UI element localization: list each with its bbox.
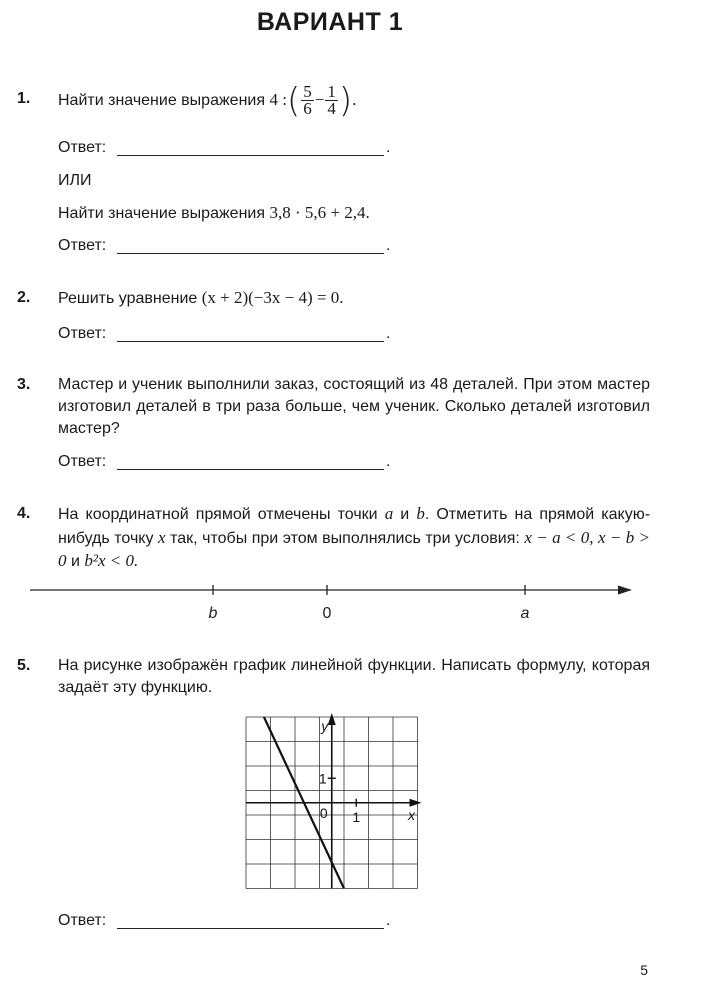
y-unit-label: 1 xyxy=(318,770,327,787)
task-1-alt-expr: 3,8 · 5,6 + 2,4. xyxy=(269,203,370,222)
fraction-denominator: 6 xyxy=(303,99,312,119)
right-paren: ) xyxy=(338,80,353,121)
task-1-number: 1. xyxy=(17,90,31,107)
task-1-statement xyxy=(58,80,356,121)
task-2-expr: (x + 2)(−3x − 4) = 0. xyxy=(201,288,344,307)
answer-dot: . xyxy=(386,325,391,342)
var-b: b xyxy=(416,504,425,523)
answer-line[interactable] xyxy=(117,928,384,929)
condition-3: b²x < 0. xyxy=(84,551,139,570)
answer-dot: . xyxy=(386,912,391,929)
task-4-text-c: так, чтобы при этом выполнялись три условия: xyxy=(170,529,520,547)
number-line[interactable] xyxy=(28,578,638,626)
x-unit-label: 1 xyxy=(352,808,361,825)
x-axis-label: x xyxy=(408,806,415,823)
fraction-numerator: 5 xyxy=(303,82,312,102)
answer-dot: . xyxy=(386,453,391,470)
task-2-number: 2. xyxy=(17,289,31,306)
answer-dot: . xyxy=(386,237,391,254)
fraction-numerator: 1 xyxy=(327,82,336,102)
task-3-number: 3. xyxy=(17,376,31,393)
number-line-arrow-icon xyxy=(618,586,632,595)
task-1-expr-lead: 4 : xyxy=(269,90,287,109)
task-5-text: На рисунке изображён график линейной функции. Написать формулу, которая задаёт эту функцию. xyxy=(58,657,650,696)
task-3-text: Мастер и ученик выполнили заказ, состоящий из 48 деталей. При этом мастер изготовил деталей в три раза больше, чем ученик. Сколько деталей изготовил мастер? xyxy=(58,376,650,437)
task-1-alt-statement xyxy=(58,202,370,225)
origin-label: 0 xyxy=(319,804,328,821)
task-1-or: ИЛИ xyxy=(58,172,92,189)
var-a: a xyxy=(384,504,394,523)
answer-dot: . xyxy=(386,139,391,156)
page-number: 5 xyxy=(640,962,648,978)
answer-line[interactable] xyxy=(117,155,384,156)
y-axis-label: y xyxy=(321,718,329,734)
y-axis-arrow-icon xyxy=(328,713,336,725)
linear-function-graph xyxy=(236,709,422,901)
condition-2: x − b > 0 xyxy=(58,527,651,570)
task-2-text: Решить уравнение xyxy=(58,290,198,307)
tick-label-a: a xyxy=(520,605,530,622)
task-1-alt-text: Найти значение выражения xyxy=(58,205,266,222)
task-4-and: и xyxy=(400,506,410,523)
answer-label: Ответ: xyxy=(58,912,107,929)
task-4-text-a: На координатной прямой отмечены точки xyxy=(58,506,378,523)
tick-label-0: 0 xyxy=(322,605,332,622)
answer-label: Ответ: xyxy=(58,325,107,342)
fraction-1-4 xyxy=(325,84,338,117)
answer-line[interactable] xyxy=(117,253,384,254)
task-4-number: 4. xyxy=(17,505,31,522)
condition-1: x − a < 0, xyxy=(524,527,594,547)
answer-label: Ответ: xyxy=(58,453,107,470)
task-4-and-2: и xyxy=(70,553,80,570)
task-4-statement xyxy=(58,503,650,574)
minus-sign: − xyxy=(314,90,325,109)
task-1-expr-end: . xyxy=(352,90,357,109)
task-4-text-b: . Отметить на прямой какую-нибудь точку xyxy=(58,506,651,547)
fraction-denominator: 4 xyxy=(327,99,336,119)
fraction-5-6 xyxy=(301,84,314,117)
task-5-number: 5. xyxy=(17,657,31,674)
task-1-text: Найти значение выражения xyxy=(58,92,266,109)
x-axis-arrow-icon xyxy=(410,799,422,807)
task-2-statement xyxy=(58,287,343,310)
left-paren: ( xyxy=(286,80,301,121)
tick-label-b: b xyxy=(208,605,218,622)
answer-line[interactable] xyxy=(117,341,384,342)
answer-label: Ответ: xyxy=(58,237,107,254)
graph-axes xyxy=(246,713,422,889)
var-x: x xyxy=(158,527,166,547)
answer-label: Ответ: xyxy=(58,139,107,156)
answer-line[interactable] xyxy=(117,469,384,470)
page-title: ВАРИАНТ 1 xyxy=(256,8,404,36)
